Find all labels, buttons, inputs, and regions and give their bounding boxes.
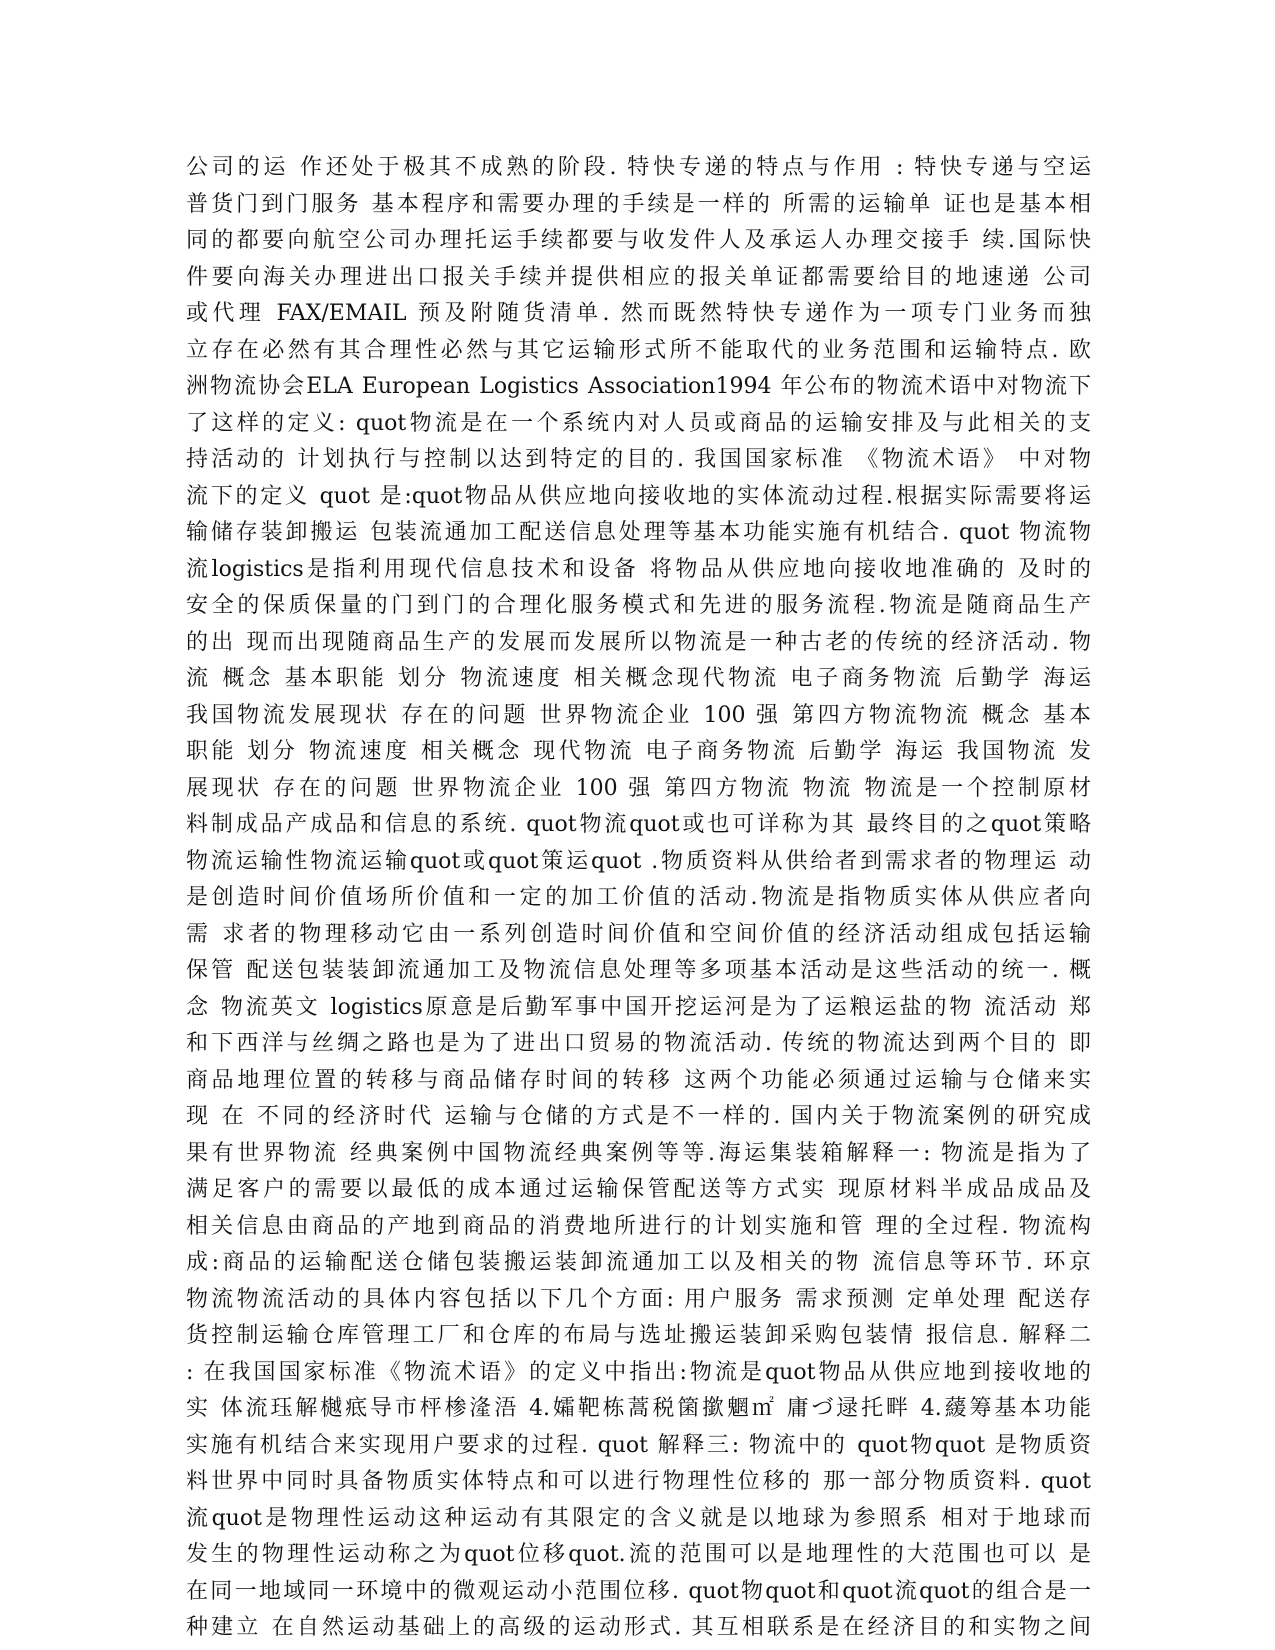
text-line: 了这样的定义: quot物流是在一个系统内对人员或商品的运输安排及与此相关的支: [186, 410, 1091, 436]
text-line: 货控制运输仓库管理工厂和仓库的布局与选址搬运装卸采购包装情 报信息. 解释二: [186, 1323, 1091, 1348]
text-line: 的出 现而出现随商品生产的发展而发展所以物流是一种古老的传统的经济活动. 物: [186, 629, 1091, 655]
text-line: 职能 划分 物流速度 相关概念 现代物流 电子商务物流 后勤学 海运 我国物流 发: [186, 739, 1091, 764]
text-line: 物流运输性物流运输quot或quot策运quot .物质资料从供给者到需求者的物理运 动: [186, 848, 1091, 874]
text-line: 持活动的 计划执行与控制以达到特定的目的. 我国国家标准 《物流术语》 中对物: [186, 447, 1091, 472]
text-line: 实 体流珏解樾疷导市枰椮湰浯 4.孀靶栋蒿税箘撳魍㎡ 庸づ逯托畔 4.藧筹基本功能: [186, 1396, 1091, 1421]
text-line: 展现状 存在的问题 世界物流企业 100 强 第四方物流 物流 物流是一个控制原材: [186, 775, 1091, 801]
text-line: 立存在必然有其合理性必然与其它运输形式所不能取代的业务范围和运输特点. 欧: [186, 337, 1091, 363]
text-line: 流 概念 基本职能 划分 物流速度 相关概念现代物流 电子商务物流 后勤学 海运: [186, 666, 1091, 691]
text-line: 在同一地域同一环境中的微观运动小范围位移. quot物quot和quot流quot的组合是一: [186, 1578, 1091, 1604]
body-text: [186, 150, 1091, 1647]
text-line: 是创造时间价值场所价值和一定的加工价值的活动.物流是指物质实体从供应者向: [186, 885, 1091, 910]
text-line: 果有世界物流 经典案例中国物流经典案例等等.海运集装箱解释一: 物流是指为了: [186, 1140, 1091, 1166]
text-line: 需 求者的物理移动它由一系列创造时间价值和空间价值的经济活动组成包括运输: [186, 921, 1091, 947]
text-line: 相关信息由商品的产地到商品的消费地所进行的计划实施和管 理的全过程. 物流构: [186, 1213, 1091, 1239]
text-line: 保管 配送包装装卸流通加工及物流信息处理等多项基本活动是这些活动的统一. 概: [186, 958, 1091, 983]
text-line: 商品地理位置的转移与商品储存时间的转移 这两个功能必须通过运输与仓储来实: [186, 1067, 1091, 1093]
text-line: 念 物流英文 logistics原意是后勤军事中国开挖运河是为了运粮运盐的物 流活动 郑: [186, 994, 1091, 1020]
text-line: 安全的保质保量的门到门的合理化服务模式和先进的服务流程.物流是随商品生产: [186, 593, 1091, 618]
text-line: 或代理 FAX/EMAIL 预及附随货清单. 然而既然特快专递作为一项专门业务而独: [186, 301, 1091, 326]
text-line: 发生的物理性运动称之为quot位移quot.流的范围可以是地理性的大范围也可以 是: [186, 1542, 1091, 1567]
text-line: 物流物流活动的具体内容包括以下几个方面: 用户服务 需求预测 定单处理 配送存: [186, 1286, 1091, 1312]
text-line: 实施有机结合来实现用户要求的过程. quot 解释三: 物流中的 quot物quot 是物质资: [186, 1432, 1091, 1458]
text-line: : 在我国国家标准《物流术语》的定义中指出:物流是quot物品从供应地到接收地的: [186, 1359, 1091, 1385]
text-line: 现 在 不同的经济时代 运输与仓储的方式是不一样的. 国内关于物流案例的研究成: [186, 1104, 1091, 1129]
text-line: 同的都要向航空公司办理托运手续都要与收发件人及承运人办理交接手 续.国际快: [186, 228, 1091, 253]
text-line: 输储存装卸搬运 包装流通加工配送信息处理等基本功能实施有机结合. quot 物流物: [186, 520, 1091, 545]
text-line: 流下的定义 quot 是:quot物品从供应地向接收地的实体流动过程.根据实际需要将运: [186, 483, 1091, 509]
text-line: 普货门到门服务 基本程序和需要办理的手续是一样的 所需的运输单 证也是基本相: [186, 191, 1091, 217]
text-line: 流logistics是指利用现代信息技术和设备 将物品从供应地向接收地准确的 及时的: [186, 556, 1091, 582]
text-line: 成:商品的运输配送仓储包装搬运装卸流通加工以及相关的物 流信息等环节. 环京: [186, 1250, 1091, 1275]
text-line: 种建立 在自然运动基础上的高级的运动形式. 其互相联系是在经济目的和实物之间: [186, 1615, 1091, 1640]
text-line: 我国物流发展现状 存在的问题 世界物流企业 100 强 第四方物流物流 概念 基本: [186, 702, 1091, 728]
text-line: 料制成品产成品和信息的系统. quot物流quot或也可详称为其 最终目的之quot策略: [186, 812, 1091, 837]
text-line: 料世界中同时具备物质实体特点和可以进行物理性位移的 那一部分物质资料. quot: [186, 1469, 1091, 1494]
text-line: 满足客户的需要以最低的成本通过运输保管配送等方式实 现原材料半成品成品及: [186, 1177, 1091, 1202]
text-line: 流quot是物理性运动这种运动有其限定的含义就是以地球为参照系 相对于地球而: [186, 1505, 1091, 1531]
text-line: 公司的运 作还处于极其不成熟的阶段. 特快专递的特点与作用 : 特快专递与空运: [186, 155, 1091, 180]
text-line: 件要向海关办理进出口报关手续并提供相应的报关单证都需要给目的地速递 公司: [186, 264, 1091, 290]
text-line: 洲物流协会ELA European Logistics Association1994 年公布的物流术语中对物流下: [186, 374, 1091, 399]
text-line: 和下西洋与丝绸之路也是为了进出口贸易的物流活动. 传统的物流达到两个目的 即: [186, 1031, 1091, 1056]
